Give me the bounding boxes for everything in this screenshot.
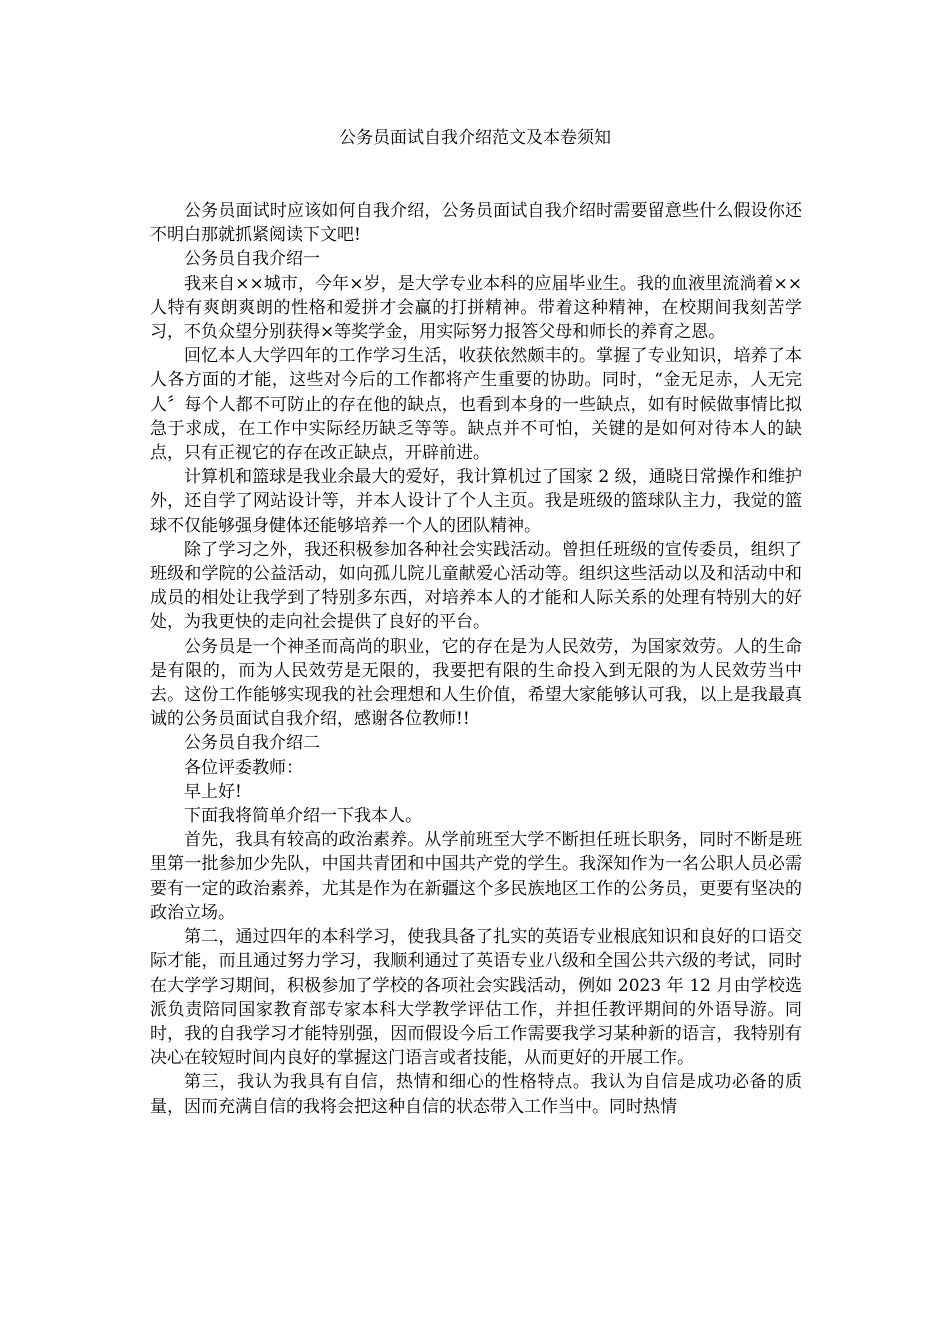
salutation: 各位评委教师：	[184, 757, 303, 778]
paragraph: 计算机和篮球是我业余最大的爱好，我计算机过了国家 2 级，通晓日常操作和维护外，还自学了网站设计等，并本人设计了个人主页。我是班级的篮球队主力，我觉的篮球不仅能够强身健体还能够培养一个人的团队精神。	[150, 467, 802, 536]
paragraph: 下面我将简单介绍一下我本人。	[184, 806, 422, 827]
paragraph-intro: 公务员面试时应该如何自我介绍，公务员面试自我介绍时需要留意些什么假设你还不明白那就抓紧阅读下文吧!	[150, 201, 802, 246]
section-heading-1: 公务员自我介绍一	[184, 249, 320, 270]
paragraph: 第二，通过四年的本科学习，使我具备了扎实的英语专业根底知识和良好的口语交际才能，而且通过努力学习，我顺利通过了英语专业八级和全国公共六级的考试，同时在大学学习期间，积极参加了学校的各项社会实践活动，例如 2023 年 12 月由学校选派负责陪同国家教育部专家本科大学教学评估工作，并担任教评期间的外语导游。同时，我的自我学习才能特别强，因而假设今后工作需要我学习某种新的语言，我特别有决心在较短时间内良好的掌握这门语言或者技能，从而更好的开展工作。	[150, 927, 802, 1069]
paragraph: 回忆本人大学四年的工作学习生活，收获依然颇丰的。掌握了专业知识，培养了本人各方面的才能，这些对今后的工作都将产生重要的协助。同时，“金无足赤，人无完人〞每个人都不可防止的存在他的缺点，也看到本身的一些缺点，如有时候做事情比拟急于求成，在工作中实际经历缺乏等等。缺点并不可怕，关键的是如何对待本人的缺点，只有正视它的存在改正缺点，开辟前进。	[150, 346, 802, 464]
paragraph: 我来自××城市，今年×岁，是大学专业本科的应届毕业生。我的血液里流淌着××人特有爽朗爽朗的性格和爱拼才会赢的打拼精神。带着这种精神，在校期间我刻苦学习，不负众望分别获得×等奖学金，用实际努力报答父母和师长的养育之恩。	[150, 273, 802, 343]
section-heading-2: 公务员自我介绍二	[184, 733, 320, 754]
paragraph: 首先，我具有较高的政治素养。从学前班至大学不断担任班长职务，同时不断是班里第一批参加少先队，中国共青团和中国共产党的学生。我深知作为一名公职人员必需要有一定的政治素养，尤其是作为在新疆这个多民族地区工作的公务员，更要有坚决的政治立场。	[150, 830, 802, 923]
greeting: 早上好!	[184, 781, 242, 802]
paragraph: 第三，我认为我具有自信，热情和细心的性格特点。我认为自信是成功必备的质量，因而充满自信的我将会把这种自信的状态带入工作当中。同时热情	[150, 1072, 802, 1117]
document-title: 公务员面试自我介绍范文及本卷须知	[339, 128, 611, 148]
paragraph: 除了学习之外，我还积极参加各种社会实践活动。曾担任班级的宣传委员，组织了班级和学院的公益活动，如向孤儿院儿童献爱心活动等。组织这些活动以及和活动中和成员的相处让我学到了特别多东西，对培养本人的才能和人际关系的处理有特别大的好处，为我更快的走向社会提供了良好的平台。	[150, 539, 802, 633]
document-body	[150, 199, 802, 1119]
paragraph: 公务员是一个神圣而高尚的职业，它的存在是为人民效劳，为国家效劳。人的生命是有限的，而为人民效劳是无限的，我要把有限的生命投入到无限的为人民效劳当中去。这份工作能够实现我的社会理想和人生价值，希望大家能够认可我，以上是我最真诚的公务员面试自我介绍，感谢各位教师!!	[150, 636, 802, 730]
